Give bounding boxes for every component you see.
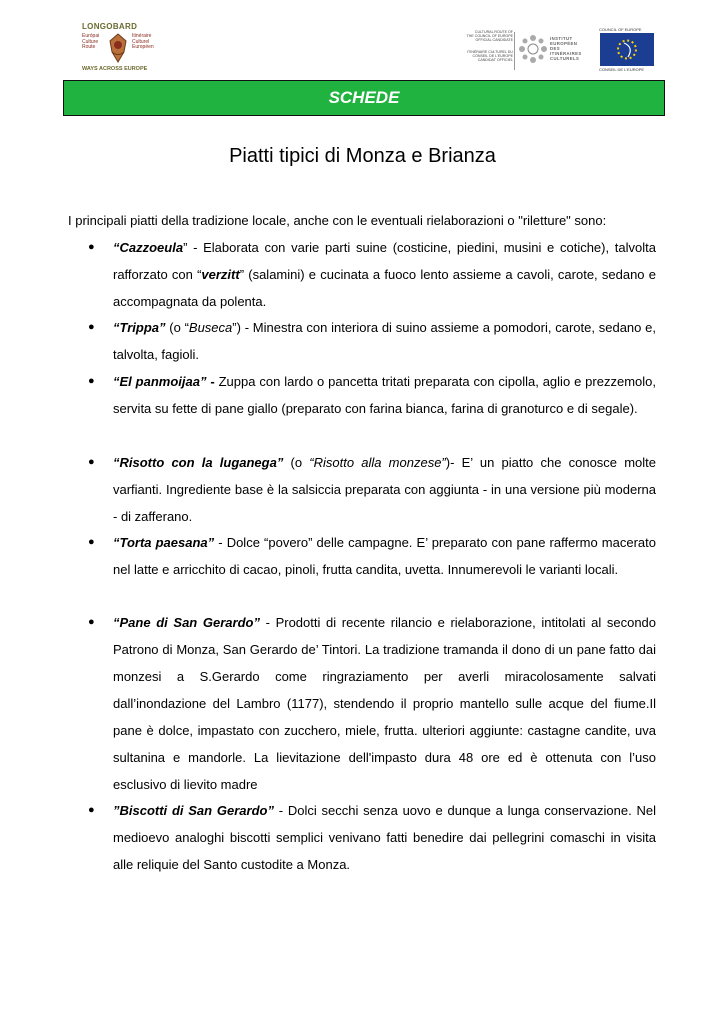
dish-name: “Pane di San Gerardo” xyxy=(113,615,260,630)
europe-flag-icon xyxy=(600,33,654,66)
longobard-logo-title: LONGOBARD xyxy=(82,22,138,31)
page-title: Piatti tipici di Monza e Brianza xyxy=(229,145,496,167)
dish-description: (o xyxy=(283,455,310,470)
dish-description: - Dolce “povero” delle campagne. E’ preparato con pane raffermo macerato nel latte e arricchito di cacao, pinoli, frutta candita, uvetta. Innumerevoli le varianti locali. xyxy=(113,535,656,577)
list-item xyxy=(80,797,660,878)
council-of-europe-logo xyxy=(599,27,655,73)
list-item xyxy=(80,368,660,422)
bullet-icon: ● xyxy=(88,616,95,628)
list-item xyxy=(80,234,660,315)
section-banner-label: SCHEDE xyxy=(328,88,400,107)
dish-description-continued: ” (salamini) e cucinata a fuoco lento assieme a cavoli, carote, sedano e accompagnata da polenta. xyxy=(113,267,656,309)
logo-divider xyxy=(514,32,515,70)
dish-name: “Torta paesana” xyxy=(113,535,215,550)
dish-alias: Buseca xyxy=(188,320,233,335)
dish-description: - Dolci secchi senza uovo e dunque a lunga conservazione. Nel medioevo analoghi biscotti semplici venivano fatti benedire dai pellegrini comaschi in visita alle reliquie del Santo custodite a Monza. xyxy=(113,803,656,872)
intro-paragraph: I principali piatti della tradizione locale, anche con le eventuali rielaborazioni o "riletture" sono: xyxy=(68,213,607,228)
dish-separator: - xyxy=(206,374,219,389)
list-item xyxy=(80,449,660,530)
bullet-icon: ● xyxy=(88,375,95,387)
bullet-icon: ● xyxy=(88,804,95,816)
list-item-text xyxy=(113,314,656,368)
institute-emblem-icon xyxy=(518,34,548,64)
list-item xyxy=(80,529,660,583)
dish-alias: “Risotto alla monzese” xyxy=(309,455,446,470)
list-item-text xyxy=(113,368,656,422)
longobard-logo-right-text: Itinéraire Culturel Européen xyxy=(132,33,154,50)
list-item-text xyxy=(113,797,656,878)
dish-ingredient: verzitt xyxy=(201,267,240,282)
longobard-emblem-icon xyxy=(106,32,130,64)
dish-name: ”Biscotti di San Gerardo” xyxy=(113,803,274,818)
list-item-text xyxy=(113,609,656,798)
dish-name: “Risotto con la luganega” xyxy=(113,455,284,470)
list-item xyxy=(80,609,660,798)
dish-description-continued: ”) - Minestra con interiora di suino assieme a pomodori, carote, sedano e, talvolta, fagioli. xyxy=(113,320,656,362)
dish-name: “Trippa” xyxy=(113,320,166,335)
cultural-route-logo-text xyxy=(445,30,515,74)
dish-name: “El panmoijaa” xyxy=(113,374,207,389)
list-item-text xyxy=(113,449,656,530)
longobard-logo-tagline: WAYS ACROSS EUROPE xyxy=(82,66,148,72)
bullet-icon: ● xyxy=(88,536,95,548)
bullet-icon: ● xyxy=(88,456,95,468)
dish-description: (o “ xyxy=(165,320,189,335)
bullet-icon: ● xyxy=(88,241,95,253)
dish-description-continued: )- E’ un piatto che conosce molte varfianti. Ingrediente base è la salsiccia preparata con aggiunta - in una versione più moderna - di zafferano. xyxy=(113,455,657,524)
cultural-route-text-en: CULTURAL ROUTE OF THE COUNCIL OF EUROPE OFFICIAL CANDIDATE xyxy=(466,30,513,43)
conseil-de-l-europe-label: CONSEIL DE L'EUROPE xyxy=(599,67,645,72)
cultural-route-text-fr: ITINÉRAIRE CULTUREL DU CONSEIL DE L'EUROPE CANDIDAT OFFICIEL xyxy=(467,50,513,63)
dish-description: ” - Elaborata con varie parti suine (costicine, piedini, musini e cotiche), talvolta rafforzato con “ xyxy=(113,240,656,282)
council-of-europe-label: COUNCIL OF EUROPE xyxy=(599,27,642,32)
section-banner xyxy=(63,80,665,116)
institute-text: INSTITUT EUROPÉEN DES ITINÉRAIRES CULTURELS xyxy=(550,36,582,61)
dish-description: - Prodotti di recente rilancio e rielaborazione, intitolati al secondo Patrono di Monza, San Gerardo de’ Tintori. La tradizione tramanda il dono di un pane fatto dai monzesi a S.Gerardo come ringraziamento per averli miracolosamente salvati dall’inondazione del Lambro (1177), stendendo il proprio mantello sulle acque del fiume.Il pane è dolce, impastato con zucchero, miele, frutta. ulteriori aggiunte: castagne candite, uva sultanina e mandorle. La lievitazione dell'impasto dura 48 ore ed è ottenuta con l’uso esclusivo di lievito madre xyxy=(113,615,657,792)
list-item-text xyxy=(113,234,656,315)
list-item-text xyxy=(113,529,656,583)
bullet-icon: ● xyxy=(88,321,95,333)
longobard-logo xyxy=(80,22,160,74)
longobard-logo-left-text: Európai Culture Route xyxy=(82,33,100,50)
dish-name: “Cazzoeula xyxy=(113,240,184,255)
list-item xyxy=(80,314,660,368)
dish-description: Zuppa con lardo o pancetta tritati preparata con cipolla, aglio e prezzemolo, servita su fette di pane giallo (preparato con farina bianca, farina di granoturco e di segale). xyxy=(113,374,656,416)
